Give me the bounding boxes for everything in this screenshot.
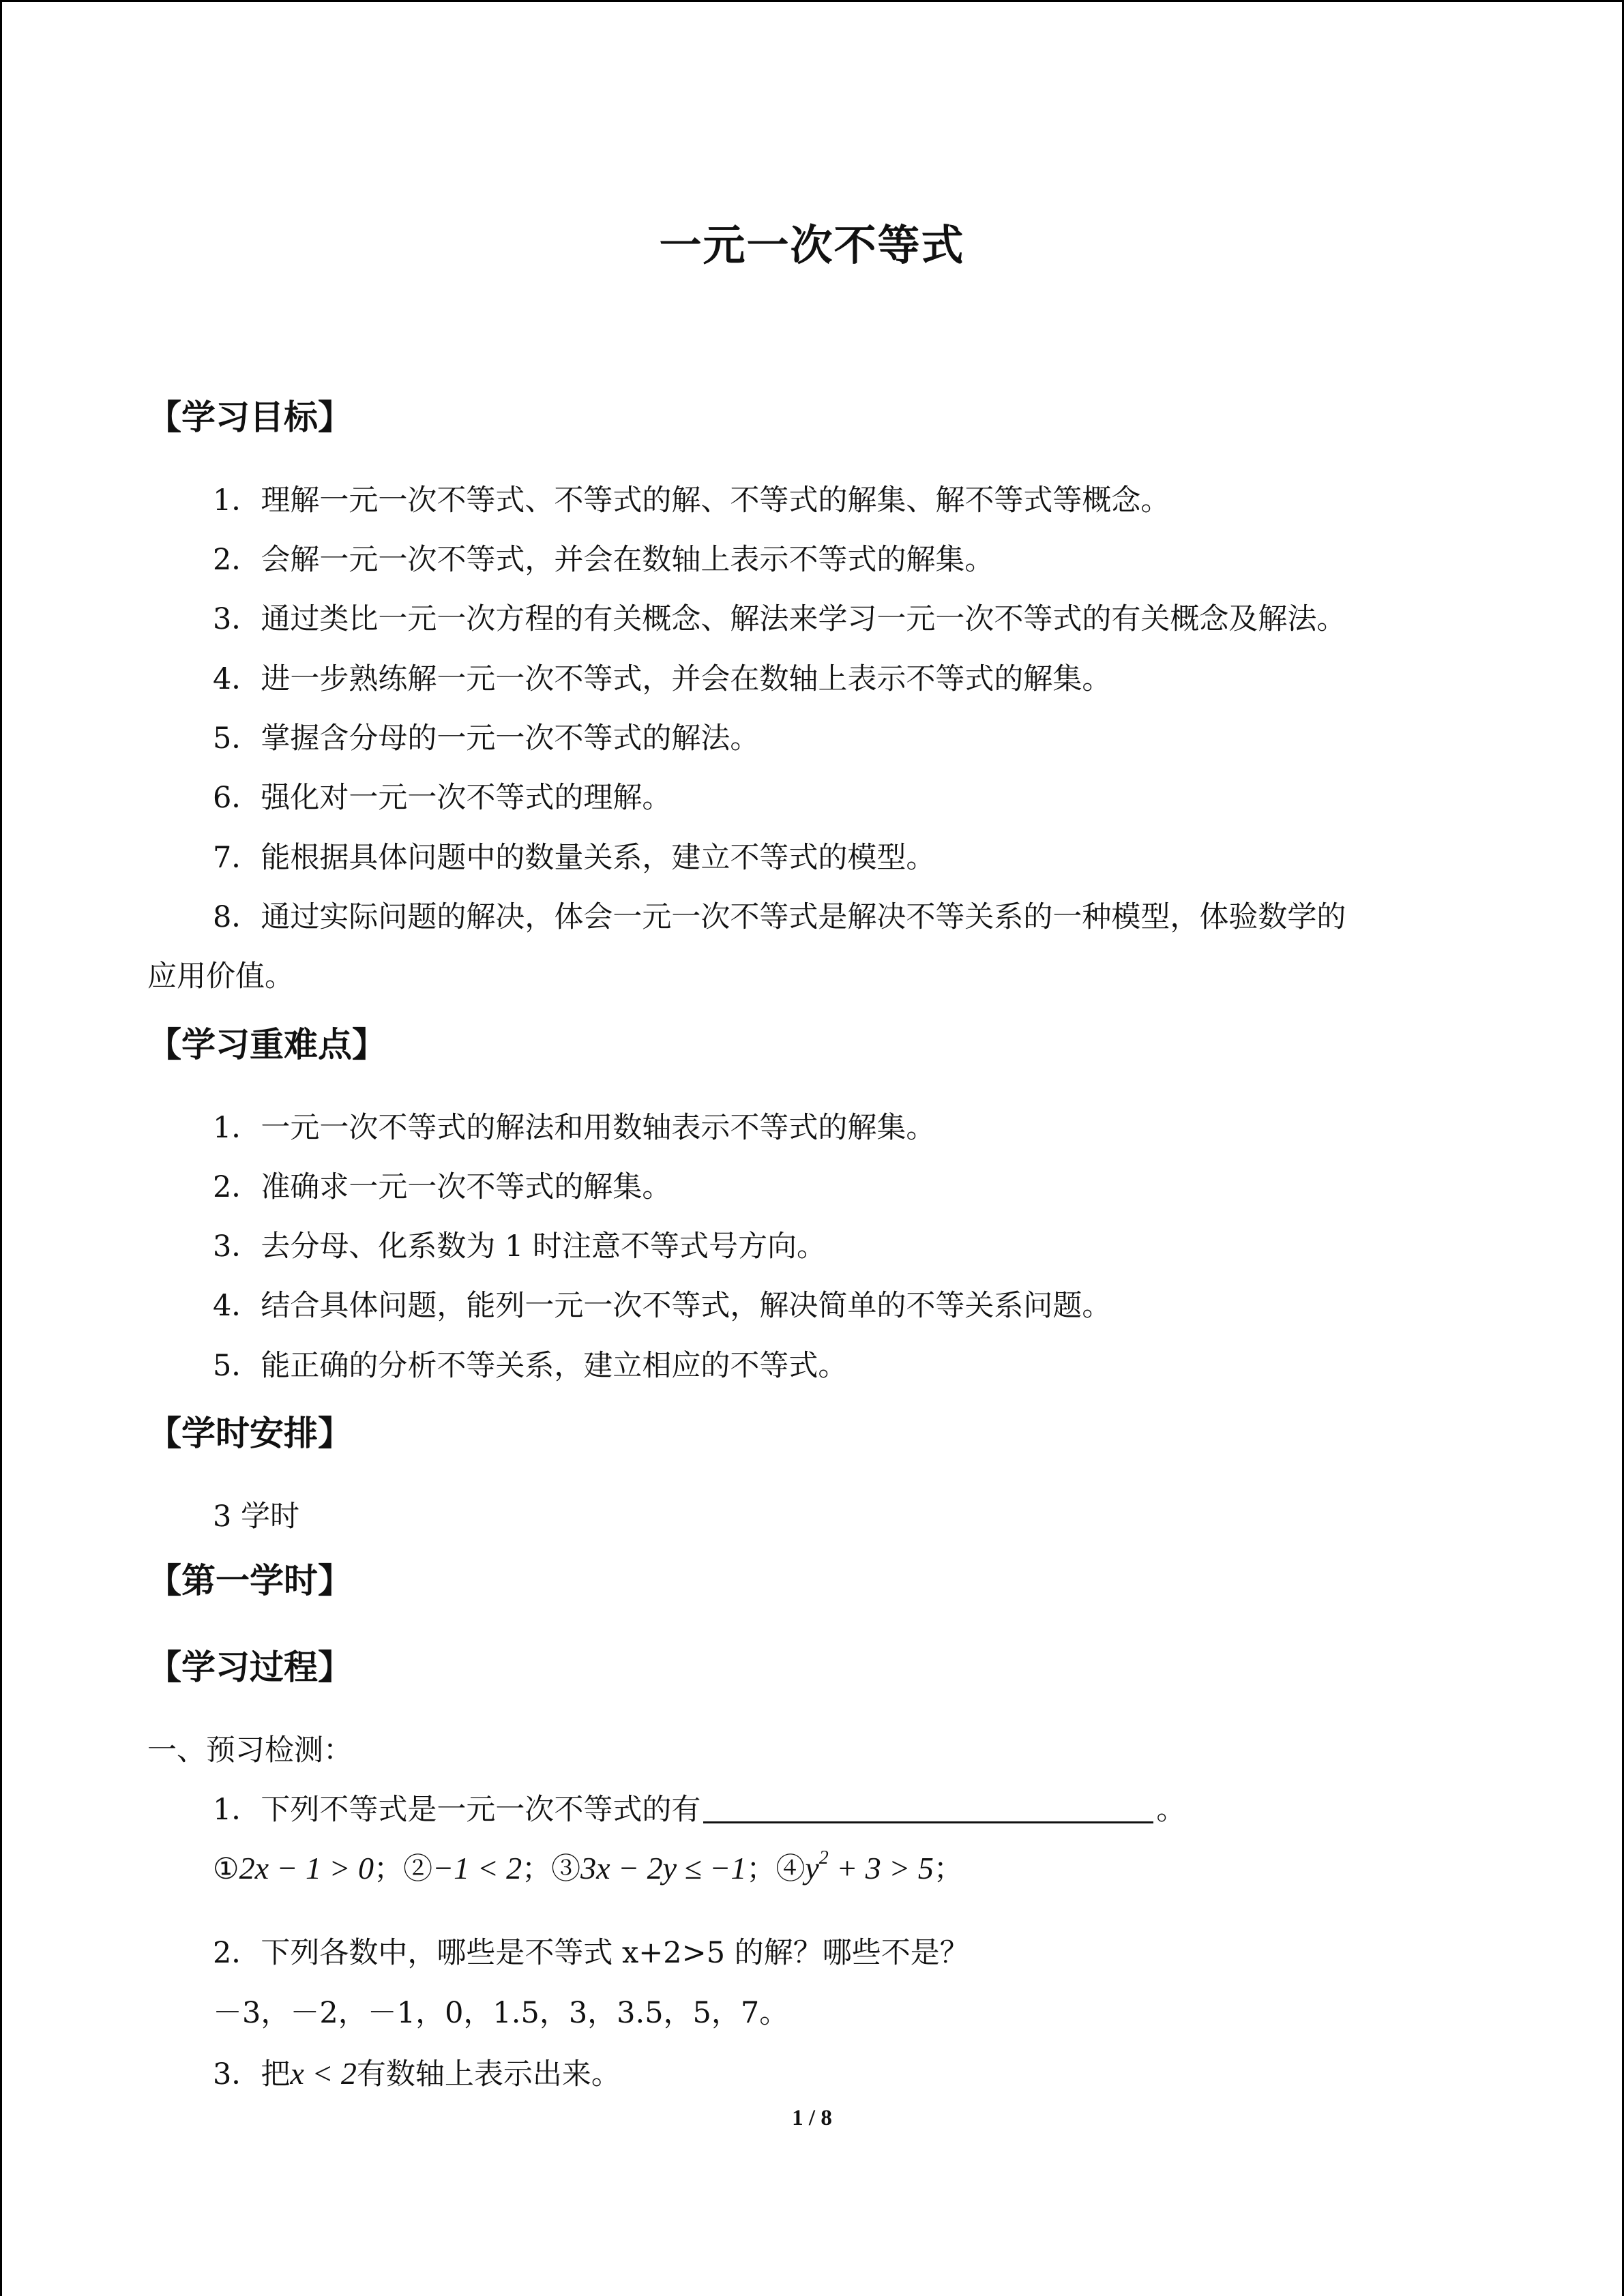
- inequality-4: [805, 1847, 934, 1885]
- question-3-expression: x < 2: [290, 2056, 357, 2091]
- inequality-4-exponent: 2: [818, 1847, 829, 1868]
- question-2: 2．下列各数中，哪些是不等式 x+2>5 的解？哪些不是？: [213, 1936, 969, 1970]
- question-2-numbers: －3，－2，－1，0，1.5，3，3.5，5，7。: [213, 1996, 789, 2030]
- schedule-heading: 【学时安排】: [147, 1414, 352, 1453]
- answer-blank[interactable]: [703, 1794, 1153, 1823]
- lesson1-heading: 【第一学时】: [147, 1561, 352, 1600]
- question-1-text: 1．下列不等式是一元一次不等式的有: [213, 1793, 701, 1827]
- page-number: 1 / 8: [792, 2106, 832, 2130]
- question-1-suffix: 。: [1156, 1793, 1186, 1827]
- page-title: 一元一次不等式: [659, 220, 965, 270]
- inequality-1: 2x − 1 > 0: [239, 1851, 374, 1885]
- question-1: [213, 1787, 1185, 1828]
- inequality-4-base: y: [805, 1851, 819, 1885]
- goal-item: 1．理解一元一次不等式、不等式的解、不等式的解集、解不等式等概念。: [213, 483, 1170, 518]
- goal-item: 6．强化对一元一次不等式的理解。: [213, 781, 672, 815]
- option-marker: ④: [776, 1852, 806, 1886]
- schedule-text: 3 学时: [213, 1500, 300, 1534]
- separator: ；: [933, 1852, 963, 1886]
- question-3-suffix: 有数轴上表示出来。: [356, 2057, 621, 2091]
- separator: ；: [374, 1852, 404, 1886]
- difficulty-item: 3．去分母、化系数为 1 时注意不等式号方向。: [213, 1229, 827, 1264]
- goal-item: 4．进一步熟练解一元一次不等式，并会在数轴上表示不等式的解集。: [213, 662, 1112, 696]
- question-3: [213, 2051, 621, 2093]
- goal-item: 8．通过实际问题的解决，体会一元一次不等式是解决不等关系的一种模型，体验数学的: [213, 900, 1346, 934]
- inequality-2: −1 < 2: [432, 1851, 522, 1885]
- question-3-prefix: 3．把: [213, 2057, 291, 2091]
- option-marker: ③: [551, 1852, 581, 1886]
- goals-heading: 【学习目标】: [147, 398, 352, 437]
- preview-subheading: 一、预习检测：: [147, 1733, 353, 1768]
- difficulty-item: 5．能正确的分析不等关系，建立相应的不等式。: [213, 1349, 848, 1383]
- goal-item: 7．能根据具体问题中的数量关系，建立不等式的模型。: [213, 841, 936, 875]
- difficulty-item: 4．结合具体问题，能列一元一次不等式，解决简单的不等关系问题。: [213, 1289, 1112, 1323]
- question-1-options: [213, 1846, 963, 1888]
- difficulties-heading: 【学习重难点】: [147, 1025, 386, 1064]
- difficulty-item: 1．一元一次不等式的解法和用数轴表示不等式的解集。: [213, 1111, 936, 1145]
- goal-item: 2．会解一元一次不等式，并会在数轴上表示不等式的解集。: [213, 543, 994, 577]
- separator: ；: [746, 1852, 776, 1886]
- goal-item-continuation: 应用价值。: [147, 959, 294, 994]
- difficulty-item: 2．准确求一元一次不等式的解集。: [213, 1170, 672, 1204]
- process-heading: 【学习过程】: [147, 1648, 352, 1687]
- inequality-4-rest: + 3 > 5: [828, 1851, 934, 1885]
- goal-item: 3．通过类比一元一次方程的有关概念、解法来学习一元一次不等式的有关概念及解法。: [213, 602, 1346, 636]
- option-marker: ①: [213, 1852, 239, 1886]
- goal-item: 5．掌握含分母的一元一次不等式的解法。: [213, 721, 760, 756]
- option-marker: ②: [403, 1852, 433, 1886]
- separator: ；: [522, 1852, 552, 1886]
- inequality-3: 3x − 2y ≤ −1: [580, 1851, 747, 1885]
